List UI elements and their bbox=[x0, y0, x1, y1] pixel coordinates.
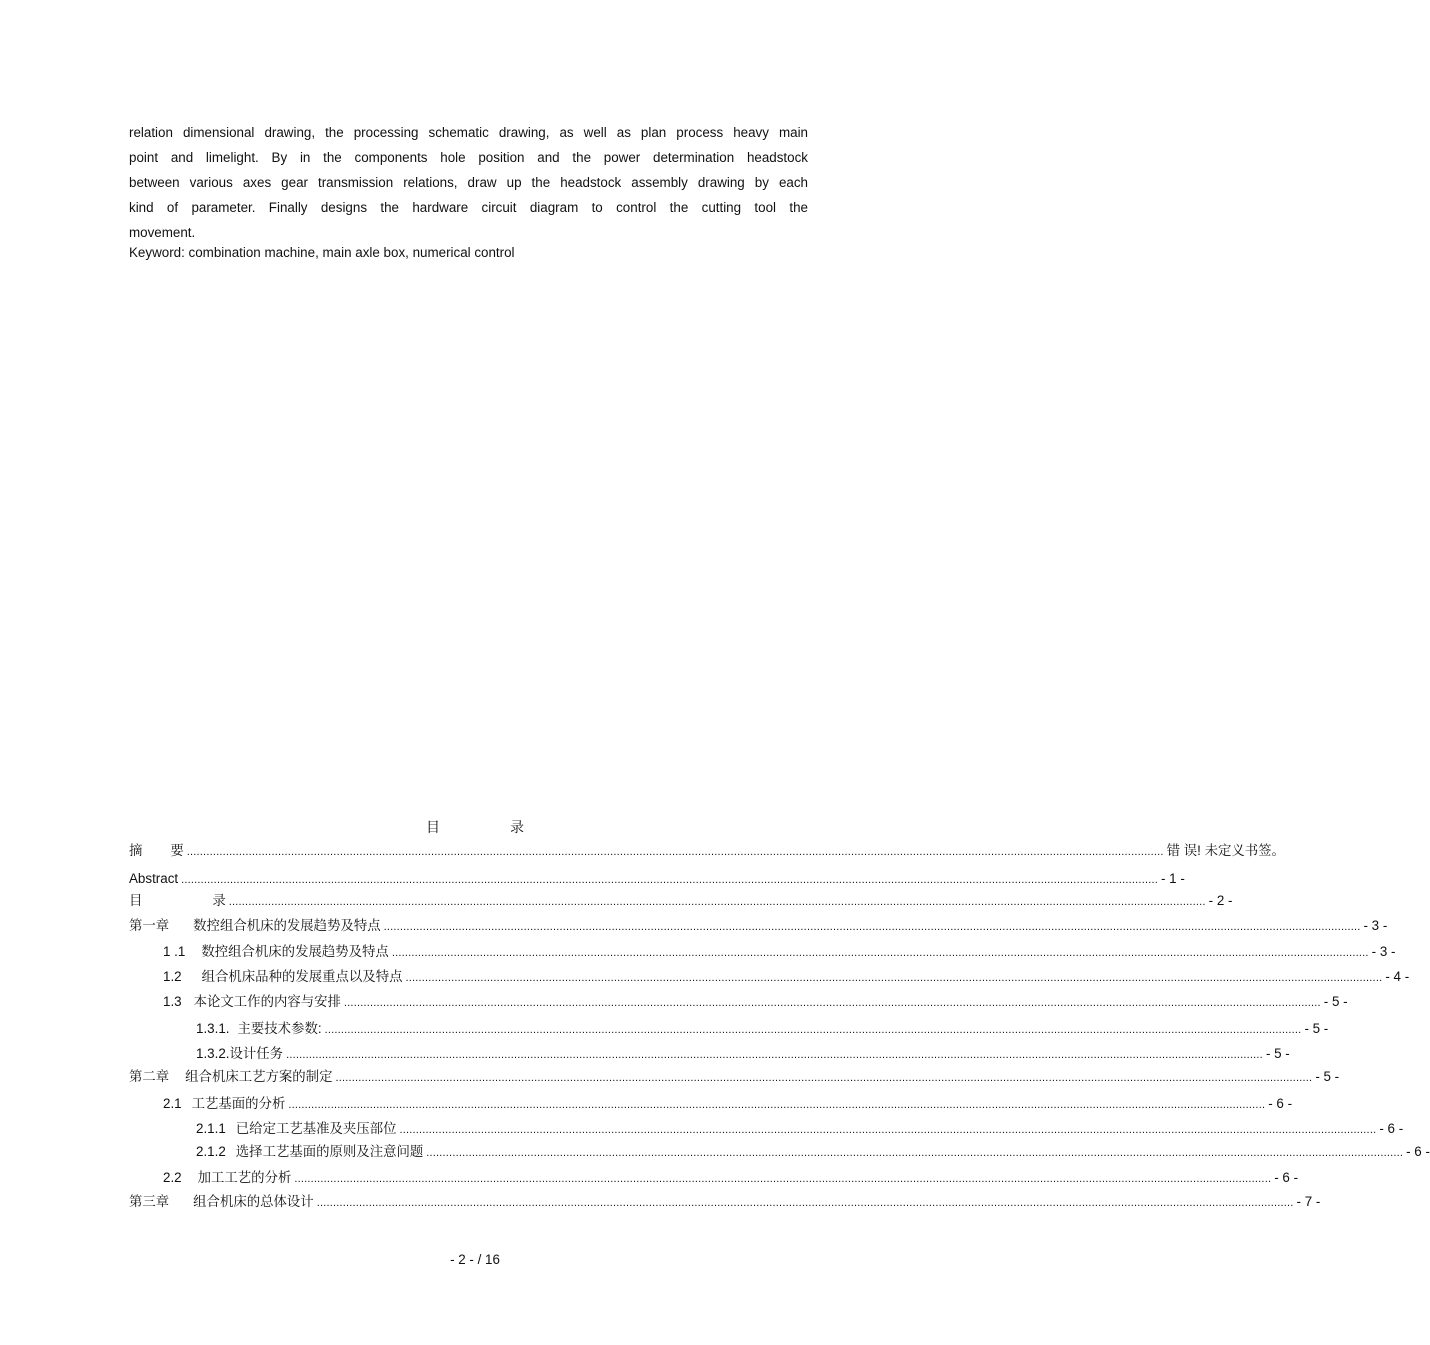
toc-entry-number: 1.3.2. bbox=[196, 1046, 230, 1061]
toc-entry[interactable] bbox=[129, 915, 1388, 937]
toc-entry-page: - 1 - bbox=[1160, 871, 1185, 886]
toc-entry-page: 错 误! 未定义书签。 bbox=[1166, 843, 1285, 858]
toc-entry[interactable] bbox=[196, 1018, 1329, 1040]
toc-entry-number: 2.1.2 bbox=[196, 1144, 226, 1159]
toc-entry-number: 1.3 bbox=[163, 994, 182, 1009]
toc-entry-number: 1.3.1. bbox=[196, 1021, 230, 1036]
abstract-line: between various axes gear transmission relations, draw up the headstock assembly drawing by each bbox=[129, 175, 808, 190]
toc-entry-title: 组合机床工艺方案的制定 bbox=[185, 1069, 333, 1084]
toc-entry[interactable] bbox=[163, 941, 1396, 963]
toc-leader-dots: ............................................................................................................................................................................................................................................................................................................ bbox=[286, 1049, 1263, 1061]
toc-entry-title: 选择工艺基面的原则及注意问题 bbox=[235, 1144, 424, 1159]
toc-entry[interactable] bbox=[196, 1118, 1404, 1140]
toc-entry[interactable] bbox=[163, 1167, 1299, 1189]
toc-leader-dots: ............................................................................................................................................................................................................................................................................................................ bbox=[335, 1072, 1313, 1084]
toc-entry-page: - 5 - bbox=[1265, 1046, 1290, 1061]
toc-leader-dots: ............................................................................................................................................................................................................................................................................................................ bbox=[383, 921, 1361, 933]
toc-leader-dots: ............................................................................................................................................................................................................................................................................................................ bbox=[316, 1197, 1294, 1209]
toc-entry-number: 1.2 bbox=[163, 969, 182, 984]
toc-entry[interactable] bbox=[129, 840, 1285, 862]
toc-leader-dots: ............................................................................................................................................................................................................................................................................................................ bbox=[426, 1147, 1404, 1159]
toc-entry-page: - 4 - bbox=[1385, 969, 1410, 984]
toc-entry-title: 要 bbox=[170, 843, 184, 858]
toc-entry[interactable] bbox=[196, 1141, 1430, 1163]
toc-entry-title: 本论文工作的内容与安排 bbox=[193, 994, 341, 1009]
toc-entry[interactable] bbox=[163, 1093, 1293, 1115]
toc-entry-page: - 3 - bbox=[1363, 918, 1388, 933]
toc-entry-number: 第二章 bbox=[129, 1069, 170, 1084]
toc-entry-title: 主要技术参数: bbox=[237, 1021, 322, 1036]
toc-entry[interactable] bbox=[129, 1066, 1340, 1088]
toc-leader-dots: ............................................................................................................................................................................................................................................................................................................ bbox=[343, 997, 1321, 1009]
toc-entry-page: - 6 - bbox=[1274, 1170, 1299, 1185]
toc-entry-title: 录 bbox=[212, 893, 226, 908]
toc-entry-page: - 5 - bbox=[1315, 1069, 1340, 1084]
toc-entry-page: - 2 - bbox=[1208, 893, 1233, 908]
toc-entry-page: - 6 - bbox=[1379, 1121, 1404, 1136]
toc-entry-number: 目 bbox=[129, 893, 143, 908]
toc-leader-dots: ............................................................................................................................................................................................................................................................................................................ bbox=[288, 1099, 1266, 1111]
toc-entry[interactable] bbox=[163, 966, 1410, 988]
toc-entry-page: - 6 - bbox=[1406, 1144, 1430, 1159]
toc-entry[interactable] bbox=[196, 1043, 1290, 1065]
toc-entry-number: 摘 bbox=[129, 843, 143, 858]
toc-entry-number: 2.1 bbox=[163, 1096, 182, 1111]
toc-leader-dots: ............................................................................................................................................................................................................................................................................................................ bbox=[391, 947, 1369, 959]
toc-leader-dots: ............................................................................................................................................................................................................................................................................................................ bbox=[181, 874, 1158, 886]
toc-entry-page: - 5 - bbox=[1304, 1021, 1329, 1036]
keywords-line: Keyword: combination machine, main axle box, numerical control bbox=[129, 245, 515, 260]
toc-entry-number: 第一章 bbox=[129, 918, 170, 933]
toc-entry-title: 已给定工艺基准及夹压部位 bbox=[235, 1121, 397, 1136]
toc-entry-number: 第三章 bbox=[129, 1194, 170, 1209]
toc-entry-page: - 5 - bbox=[1323, 994, 1348, 1009]
toc-entry-number: 2.1.1 bbox=[196, 1121, 226, 1136]
toc-leader-dots: ............................................................................................................................................................................................................................................................................................................ bbox=[324, 1024, 1302, 1036]
toc-entry-title: 工艺基面的分析 bbox=[191, 1096, 286, 1111]
toc-entry-title: 组合机床品种的发展重点以及特点 bbox=[201, 969, 403, 984]
toc-entry[interactable] bbox=[129, 1191, 1321, 1213]
toc-entry-page: - 6 - bbox=[1268, 1096, 1293, 1111]
toc-entry[interactable] bbox=[163, 991, 1348, 1013]
toc-entry-number: 2.2 bbox=[163, 1170, 182, 1185]
abstract-line: relation dimensional drawing, the processing schematic drawing, as well as plan process heavy main bbox=[129, 125, 808, 140]
toc-entry-page: - 3 - bbox=[1371, 944, 1396, 959]
toc-heading bbox=[0, 817, 950, 837]
abstract-line: movement. bbox=[129, 225, 196, 240]
toc-entry[interactable] bbox=[129, 868, 1185, 890]
abstract-paragraph bbox=[129, 120, 808, 245]
toc-entry-number: 1 .1 bbox=[163, 944, 186, 959]
toc-heading-left: 目 bbox=[426, 819, 440, 835]
toc-entry-title: Abstract bbox=[129, 871, 179, 886]
toc-leader-dots: ............................................................................................................................................................................................................................................................................................................ bbox=[294, 1173, 1272, 1185]
page-number-footer: - 2 - / 16 bbox=[450, 1252, 500, 1267]
toc-leader-dots: ............................................................................................................................................................................................................................................................................................................ bbox=[399, 1124, 1377, 1136]
toc-entry-title: 数控组合机床的发展趋势及特点 bbox=[201, 944, 389, 959]
toc-heading-right: 录 bbox=[510, 819, 524, 835]
abstract-line: point and limelight. By in the components hole position and the power determination headstock bbox=[129, 150, 808, 165]
toc-entry-title: 设计任务 bbox=[229, 1046, 284, 1061]
toc-entry-page: - 7 - bbox=[1296, 1194, 1321, 1209]
abstract-line: kind of parameter. Finally designs the hardware circuit diagram to control the cutting tool the bbox=[129, 200, 808, 215]
toc-leader-dots: ............................................................................................................................................................................................................................................................................................................ bbox=[186, 846, 1164, 858]
toc-entry[interactable] bbox=[129, 890, 1233, 912]
toc-entry-title: 加工工艺的分析 bbox=[197, 1170, 292, 1185]
toc-leader-dots: ............................................................................................................................................................................................................................................................................................................ bbox=[405, 972, 1383, 984]
toc-leader-dots: ............................................................................................................................................................................................................................................................................................................ bbox=[228, 896, 1206, 908]
toc-entry-title: 数控组合机床的发展趋势及特点 bbox=[193, 918, 381, 933]
toc-entry-title: 组合机床的总体设计 bbox=[193, 1194, 314, 1209]
